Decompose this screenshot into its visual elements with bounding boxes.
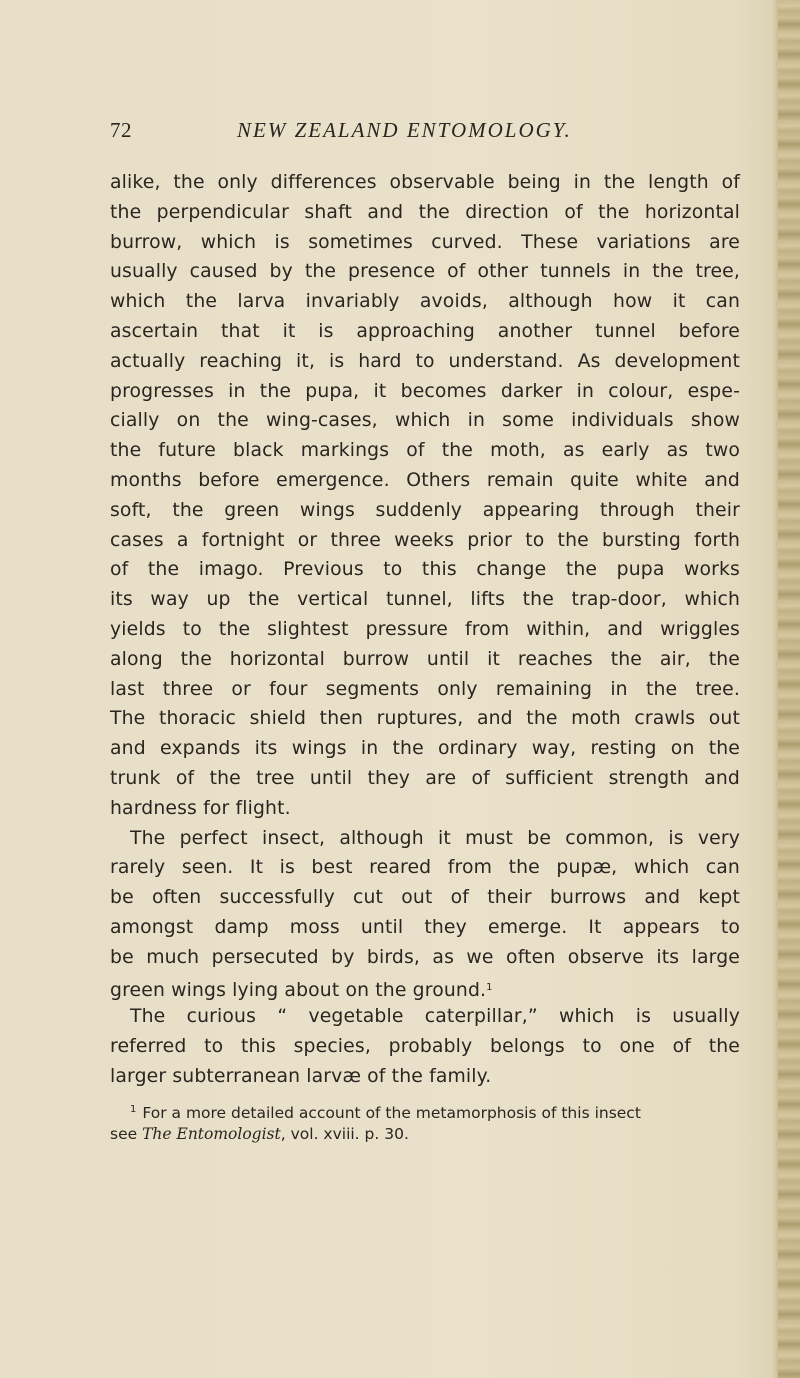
text-line: last three or four segments only remaining in the tree. <box>110 678 740 700</box>
footnote-line <box>110 1122 740 1147</box>
text-line: ascertain that it is approaching another tunnel before <box>110 320 740 342</box>
text-line: The thoracic shield then ruptures, and the moth crawls out <box>110 708 740 730</box>
text-line: along the horizontal burrow until it reaches the air, the <box>110 648 740 670</box>
text-line: be often successfully cut out of their burrows and kept <box>110 887 740 909</box>
footnote-marker: 1 <box>130 1104 137 1115</box>
text-line: cially on the wing-cases, which in some individuals show <box>110 410 740 432</box>
text-line: and expands its wings in the ordinary way, resting on the <box>110 738 740 760</box>
text-line: progresses in the pupa, it becomes darker in colour, espe- <box>110 380 740 402</box>
text-line: the perpendicular shaft and the direction of the horizontal <box>110 201 740 223</box>
text-line: hardness for flight. <box>110 797 291 819</box>
text-line: actually reaching it, is hard to understand. As development <box>110 350 740 372</box>
footnote <box>110 1097 740 1147</box>
text-line: The curious “ vegetable caterpillar,” which is usually <box>130 1006 740 1028</box>
text-line: yields to the slightest pressure from within, and wriggles <box>110 618 740 640</box>
text-line: be much persecuted by birds, as we often observe its large <box>110 946 740 968</box>
text-line: which the larva invariably avoids, although how it can <box>110 291 740 313</box>
running-title: NEW ZEALAND ENTOMOLOGY. <box>237 118 572 142</box>
footnote-text: see <box>110 1125 143 1143</box>
footnote-line <box>110 1097 740 1122</box>
text-line: burrow, which is sometimes curved. These variations are <box>110 231 740 253</box>
text-line: amongst damp moss until they emerge. It appears to <box>110 916 740 938</box>
text-line: usually caused by the presence of other tunnels in the tree, <box>110 261 740 283</box>
text-line: months before emergence. Others remain quite white and <box>110 469 740 491</box>
footnote-reference: 1 <box>486 981 493 993</box>
text-line-content: green wings lying about on the ground. <box>110 979 487 1001</box>
body-text <box>110 168 740 1092</box>
footnote-text: , vol. xviii. p. 30. <box>280 1125 409 1143</box>
text-line-with-footnote <box>110 973 740 1003</box>
text-line: cases a fortnight or three weeks prior to the bursting forth <box>110 529 740 551</box>
text-line: rarely seen. It is best reared from the pupæ, which can <box>110 857 740 879</box>
text-line: referred to this species, probably belongs to one of the <box>110 1036 740 1058</box>
text-line: its way up the vertical tunnel, lifts the trap-door, which <box>110 589 740 611</box>
text-line: soft, the green wings suddenly appearing through their <box>110 499 740 521</box>
page-header <box>110 118 730 148</box>
text-line: the future black markings of the moth, as early as two <box>110 440 740 462</box>
page-edge <box>778 0 800 1378</box>
text-line: trunk of the tree until they are of sufficient strength and <box>110 767 740 789</box>
text-line: alike, the only differences observable being in the length of <box>110 172 740 193</box>
footnote-citation-title: The Entomologist <box>142 1125 281 1143</box>
text-line: of the imago. Previous to this change the pupa works <box>110 559 740 581</box>
text-line: The perfect insect, although it must be common, is very <box>130 827 740 849</box>
page-number: 72 <box>110 118 132 142</box>
text-line: larger subterranean larvæ of the family. <box>110 1065 492 1087</box>
footnote-text: For a more detailed account of the metamorphosis of this insect <box>142 1104 641 1122</box>
